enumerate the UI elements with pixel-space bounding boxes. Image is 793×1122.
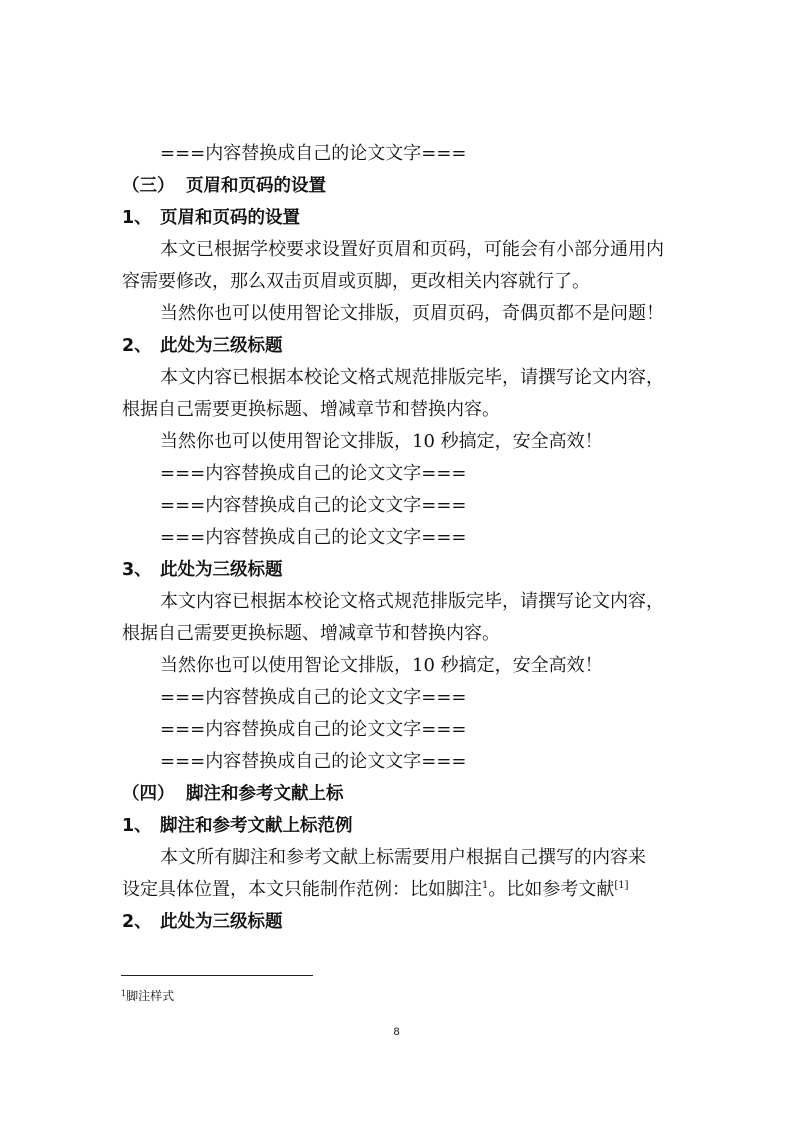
paragraph-text: 。比如参考文献 <box>488 879 615 900</box>
paragraph-line: 本文内容已根据本校论文格式规范排版完毕，请撰写论文内容， <box>160 367 664 388</box>
placeholder-line: ===内容替换成自己的论文文字=== <box>160 463 467 484</box>
subsection-title: 此处为三级标题 <box>160 912 283 932</box>
footnote-number: 1 <box>121 989 127 998</box>
paragraph-line: 根据自己需要更换标题、增减章节和替换内容。 <box>122 623 500 644</box>
footnote-separator <box>121 975 313 976</box>
subsection-number: 1、 <box>122 816 152 836</box>
placeholder-line: ===内容替换成自己的论文文字=== <box>160 687 467 708</box>
reference-marker[interactable]: [1] <box>614 880 629 891</box>
placeholder-line: ===内容替换成自己的论文文字=== <box>160 495 467 516</box>
paragraph-line: 本文内容已根据本校论文格式规范排版完毕，请撰写论文内容， <box>160 591 664 612</box>
placeholder-line: ===内容替换成自己的论文文字=== <box>160 143 467 164</box>
page-number: 8 <box>393 1026 400 1038</box>
section-number: （四） <box>122 784 175 804</box>
subsection-heading-4-1 <box>122 810 353 842</box>
subsection-heading-4-2 <box>122 906 283 938</box>
paragraph-line: 本文已根据学校要求设置好页眉和页码，可能会有小部分通用内 <box>160 239 664 260</box>
subsection-title: 此处为三级标题 <box>160 336 283 356</box>
subsection-title: 脚注和参考文献上标范例 <box>160 816 353 836</box>
placeholder-line: ===内容替换成自己的论文文字=== <box>160 527 467 548</box>
paragraph-line: 当然你也可以使用智论文排版，10 秒搞定，安全高效！ <box>160 431 603 452</box>
footnote-text: 脚注样式 <box>126 989 175 1003</box>
footnote-marker[interactable]: 1 <box>482 880 489 891</box>
section-number: （三） <box>122 176 175 196</box>
footnote <box>121 987 174 1005</box>
placeholder-line: ===内容替换成自己的论文文字=== <box>160 719 467 740</box>
section-heading-4 <box>122 778 344 810</box>
subsection-number: 1、 <box>122 208 152 228</box>
subsection-heading-3-2 <box>122 330 283 362</box>
subsection-title: 此处为三级标题 <box>160 560 283 580</box>
paragraph-line: 当然你也可以使用智论文排版，10 秒搞定，安全高效！ <box>160 655 603 676</box>
paragraph-line: 当然你也可以使用智论文排版，页眉页码，奇偶页都不是问题！ <box>160 303 664 324</box>
paragraph-line: 本文所有脚注和参考文献上标需要用户根据自己撰写的内容来 <box>160 847 646 868</box>
paragraph-line-with-refs <box>122 874 629 906</box>
section-heading-3 <box>122 170 326 202</box>
paragraph-text: 设定具体位置，本文只能制作范例：比如脚注 <box>122 879 482 900</box>
subsection-number: 3、 <box>122 560 152 580</box>
subsection-title: 页眉和页码的设置 <box>160 208 300 228</box>
subsection-heading-3-1 <box>122 202 300 234</box>
subsection-number: 2、 <box>122 912 152 932</box>
placeholder-line: ===内容替换成自己的论文文字=== <box>160 751 467 772</box>
subsection-number: 2、 <box>122 336 152 356</box>
section-title: 脚注和参考文献上标 <box>186 784 344 804</box>
section-title: 页眉和页码的设置 <box>186 176 326 196</box>
paragraph-line: 根据自己需要更换标题、增减章节和替换内容。 <box>122 399 500 420</box>
subsection-heading-3-3 <box>122 554 283 586</box>
paragraph-line: 容需要修改，那么双击页眉或页脚，更改相关内容就行了。 <box>122 271 590 292</box>
